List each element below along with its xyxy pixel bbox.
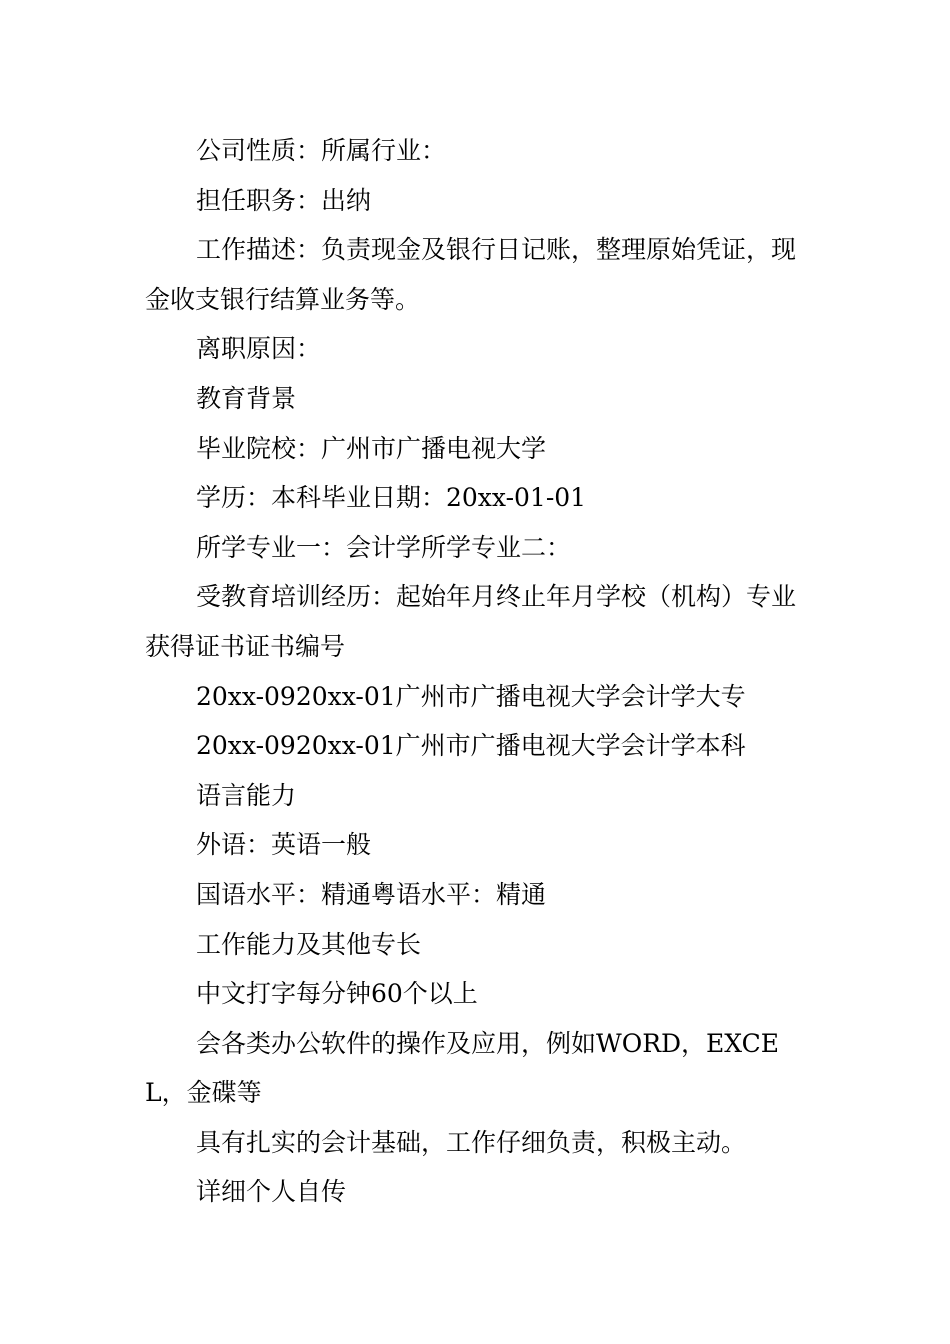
section-heading-language: 语言能力	[196, 780, 297, 810]
paragraph-training-row-1: 20xx-0920xx-01广州市广播电视大学会计学大专	[196, 681, 746, 711]
paragraph-degree: 学历：本科毕业日期：20xx-01-01	[196, 483, 587, 513]
section-heading-education: 教育背景	[196, 383, 297, 413]
document-body	[145, 126, 810, 1217]
paragraph-foreign-language: 外语：英语一般	[196, 830, 372, 860]
paragraph-typing: 中文打字每分钟60个以上	[196, 979, 478, 1009]
paragraph-majors: 所学专业一：会计学所学专业二：	[196, 532, 572, 562]
paragraph-mandarin-cantonese: 国语水平：精通粤语水平：精通	[196, 879, 547, 909]
paragraph-leaving-reason: 离职原因：	[196, 334, 322, 364]
paragraph-company-nature: 公司性质：所属行业：	[196, 136, 447, 165]
paragraph-school: 毕业院校：广州市广播电视大学	[196, 433, 547, 463]
paragraph-accounting-basis: 具有扎实的会计基础，工作仔细负责，积极主动。	[196, 1127, 747, 1157]
section-heading-autobiography: 详细个人自传	[196, 1177, 347, 1207]
paragraph-software: 会各类办公软件的操作及应用，例如WORD，EXCEL，金碟等	[145, 1028, 780, 1108]
paragraph-training-row-2: 20xx-0920xx-01广州市广播电视大学会计学本科	[196, 731, 746, 761]
section-heading-skills: 工作能力及其他专长	[196, 929, 422, 959]
paragraph-position: 担任职务：出纳	[196, 185, 372, 215]
paragraph-training-header: 受教育培训经历：起始年月终止年月学校（机构）专业获得证书证书编号	[145, 582, 797, 661]
paragraph-job-description: 工作描述：负责现金及银行日记账，整理原始凭证，现金收支银行结算业务等。	[145, 235, 797, 314]
